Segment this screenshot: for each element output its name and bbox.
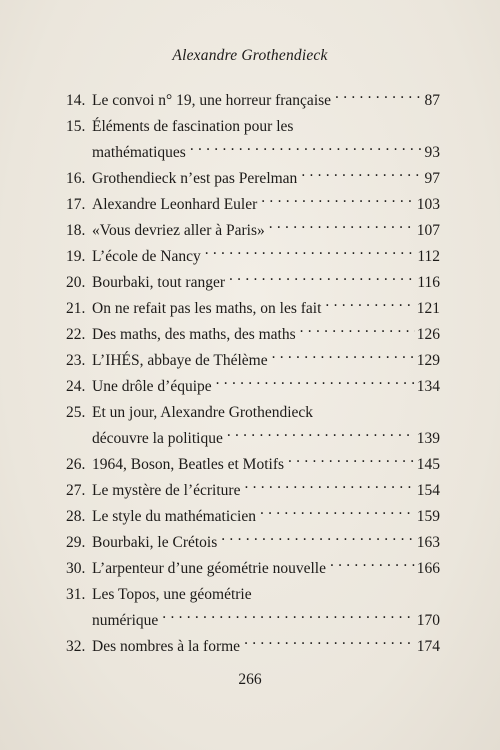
toc-line	[66, 426, 440, 452]
toc-entry	[66, 244, 440, 270]
toc-entry-title: 1964, Boson, Beatles et Motifs	[92, 456, 285, 473]
toc-line	[66, 88, 440, 114]
toc-entry-number: 31.	[66, 586, 86, 603]
toc-line	[66, 556, 440, 582]
toc-entry	[66, 348, 440, 374]
toc-entry-title: Des maths, des maths, des maths	[92, 326, 296, 343]
dot-leader	[330, 559, 415, 573]
toc-line	[66, 140, 440, 166]
toc-entry-title: mathématiques	[92, 144, 186, 161]
dot-leader	[260, 507, 415, 521]
running-header: Alexandre Grothendieck	[172, 47, 328, 64]
toc-entry-number: 18.	[66, 222, 86, 239]
toc-entry	[66, 478, 440, 504]
toc-entry-page: 163	[416, 534, 440, 551]
dot-leader	[227, 429, 415, 443]
toc-entry-number: 15.	[66, 118, 86, 135]
toc-entry-number: 16.	[66, 170, 86, 187]
toc-entry-number: 23.	[66, 352, 86, 369]
toc-entry-number: 22.	[66, 326, 86, 343]
toc-entry-number: 27.	[66, 482, 86, 499]
toc-entry	[66, 400, 440, 452]
table-of-contents	[66, 88, 440, 660]
toc-line	[66, 478, 440, 504]
toc-entry-page: 174	[416, 638, 440, 655]
dot-leader	[288, 455, 415, 469]
toc-entry	[66, 296, 440, 322]
toc-entry-page: 121	[416, 300, 440, 317]
toc-entry-page: 126	[416, 326, 440, 343]
toc-entry-title: Bourbaki, tout ranger	[92, 274, 226, 291]
toc-entry-page: 134	[416, 378, 440, 395]
toc-entry-title: Alexandre Leonhard Euler	[92, 196, 258, 213]
dot-leader	[162, 611, 414, 625]
toc-line	[66, 582, 440, 608]
toc-entry	[66, 322, 440, 348]
toc-entry-number: 29.	[66, 534, 86, 551]
dot-leader	[272, 351, 415, 365]
toc-entry	[66, 634, 440, 660]
toc-entry-number: 26.	[66, 456, 86, 473]
toc-entry-title: Le mystère de l’écriture	[92, 482, 241, 499]
dot-leader	[301, 169, 422, 183]
toc-entry	[66, 556, 440, 582]
toc-entry-title: L’école de Nancy	[92, 248, 201, 265]
toc-entry-number: 25.	[66, 404, 86, 421]
toc-entry	[66, 270, 440, 296]
toc-entry-page: 87	[424, 92, 440, 109]
toc-entry-number: 21.	[66, 300, 86, 317]
toc-entry-page: 116	[417, 274, 440, 291]
dot-leader	[229, 273, 415, 287]
toc-entry	[66, 88, 440, 114]
page-number: 266	[238, 671, 262, 688]
toc-entry-page: 112	[417, 248, 440, 265]
dot-leader	[244, 481, 414, 495]
toc-entry-title: L’IHÉS, abbaye de Thélème	[92, 352, 268, 369]
toc-entry-title: Le convoi n° 19, une horreur française	[92, 92, 332, 109]
toc-entry-page: 145	[416, 456, 440, 473]
toc-entry	[66, 374, 440, 400]
toc-entry-title: Des nombres à la forme	[92, 638, 241, 655]
dot-leader	[269, 221, 415, 235]
toc-line	[66, 296, 440, 322]
toc-entry-title: numérique	[92, 612, 159, 629]
toc-entry-number: 30.	[66, 560, 86, 577]
toc-entry-title: Les Topos, une géométrie	[92, 586, 252, 603]
toc-entry	[66, 504, 440, 530]
toc-line	[66, 348, 440, 374]
toc-entry	[66, 114, 440, 166]
toc-entry-title: découvre la politique	[92, 430, 223, 447]
toc-entry-page: 93	[424, 144, 440, 161]
dot-leader	[325, 299, 414, 313]
toc-entry-page: 154	[416, 482, 440, 499]
toc-line	[66, 322, 440, 348]
toc-entry-page: 103	[416, 196, 440, 213]
toc-entry	[66, 530, 440, 556]
toc-entry-page: 107	[416, 222, 440, 239]
toc-entry	[66, 218, 440, 244]
toc-entry-title: Éléments de fascination pour les	[92, 118, 294, 135]
toc-entry-title: Le style du mathématicien	[92, 508, 256, 525]
toc-entry	[66, 582, 440, 634]
toc-entry-number: 20.	[66, 274, 86, 291]
toc-line	[66, 114, 440, 140]
toc-line	[66, 608, 440, 634]
toc-entry	[66, 192, 440, 218]
dot-leader	[244, 637, 415, 651]
toc-line	[66, 634, 440, 660]
dot-leader	[205, 247, 416, 261]
toc-entry-page: 129	[416, 352, 440, 369]
toc-entry-page: 139	[416, 430, 440, 447]
dot-leader	[216, 377, 415, 391]
toc-entry-page: 170	[416, 612, 440, 629]
toc-entry-title: Et un jour, Alexandre Grothendieck	[92, 404, 314, 421]
toc-entry-title: Grothendieck n’est pas Perelman	[92, 170, 298, 187]
toc-line	[66, 504, 440, 530]
toc-line	[66, 530, 440, 556]
toc-entry-title: Bourbaki, le Crétois	[92, 534, 218, 551]
toc-line	[66, 452, 440, 478]
toc-line	[66, 244, 440, 270]
toc-line	[66, 166, 440, 192]
toc-entry-number: 14.	[66, 92, 86, 109]
toc-line	[66, 400, 440, 426]
toc-entry-number: 19.	[66, 248, 86, 265]
dot-leader	[261, 195, 414, 209]
toc-entry-title: L’arpenteur d’une géométrie nouvelle	[92, 560, 326, 577]
toc-entry-title: Une drôle d’équipe	[92, 378, 212, 395]
dot-leader	[221, 533, 414, 547]
dot-leader	[190, 143, 423, 157]
toc-line	[66, 374, 440, 400]
toc-entry	[66, 452, 440, 478]
dot-leader	[300, 325, 415, 339]
dot-leader	[335, 91, 422, 105]
toc-entry-page: 166	[416, 560, 440, 577]
toc-entry-page: 97	[424, 170, 440, 187]
toc-entry-number: 17.	[66, 196, 86, 213]
toc-line	[66, 270, 440, 296]
toc-entry	[66, 166, 440, 192]
toc-entry-page: 159	[416, 508, 440, 525]
toc-entry-number: 24.	[66, 378, 86, 395]
toc-entry-number: 28.	[66, 508, 86, 525]
toc-entry-number: 32.	[66, 638, 86, 655]
toc-entry-title: «Vous devriez aller à Paris»	[92, 222, 265, 239]
toc-line	[66, 192, 440, 218]
toc-entry-title: On ne refait pas les maths, on les fait	[92, 300, 322, 317]
toc-line	[66, 218, 440, 244]
